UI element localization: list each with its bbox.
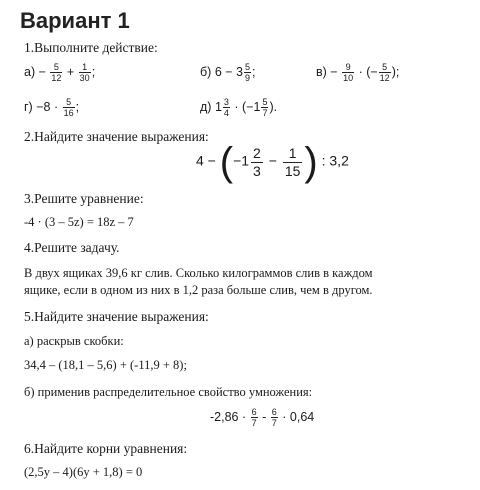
- task2-expression: 4 − (−1 $\frac{2}{3}$ − $\frac{1}{15}$ ) : 3,2: [196, 140, 349, 184]
- fraction: $\frac{6}{7}$: [251, 407, 257, 428]
- left-paren-icon: (: [219, 140, 234, 184]
- task5-expression-a: 34,4 – (18,1 – 5,6) + (-11,9 + 8);: [24, 358, 187, 372]
- task5-sub-a: а) раскрыв скобки:: [24, 334, 124, 348]
- task3-equation: -4 · (3 – 5z) = 18z – 7: [24, 215, 134, 229]
- fraction: $\frac{5}{12}$: [51, 62, 62, 83]
- fraction: $\frac{2}{3}$: [253, 144, 261, 179]
- fraction: $\frac{1}{15}$: [284, 144, 301, 179]
- task1-item-b: б) 6 − 3 $\frac{5}{9}$ ;: [200, 62, 256, 83]
- fraction: $\frac{5}{12}$: [379, 62, 390, 83]
- fraction: $\frac{3}{4}$: [223, 97, 229, 118]
- task6-heading: 6.Найдите корни уравнения:: [24, 441, 188, 456]
- fraction: $\frac{6}{7}$: [271, 407, 277, 428]
- right-paren-icon: ): [304, 140, 318, 184]
- task1-heading: 1.Выполните действие:: [24, 40, 158, 55]
- task5-expression-b: -2,86 · $\frac{6}{7}$ - $\frac{6}{7}$ · 0,64: [210, 407, 315, 428]
- fraction: $\frac{5}{16}$: [63, 97, 74, 118]
- fraction: $\frac{1}{30}$: [79, 62, 90, 83]
- task2-heading: 2.Найдите значение выражения:: [24, 129, 209, 144]
- task4-text-line2: ящике, если в одном из них в 1,2 раза больше слив, чем в другом.: [24, 283, 373, 297]
- fraction: $\frac{9}{10}$: [343, 62, 354, 83]
- fraction: $\frac{5}{9}$: [244, 62, 250, 83]
- task1-item-a: а) − $\frac{5}{12}$ + $\frac{1}{30}$ ;: [24, 62, 96, 83]
- task1-item-v: в) − $\frac{9}{10}$ · (− $\frac{5}{12}$ );: [316, 62, 400, 83]
- task3-heading: 3.Решите уравнение:: [24, 191, 144, 206]
- task5-sub-b: б) применив распределительное свойство умножения:: [24, 385, 313, 399]
- task5-heading: 5.Найдите значение выражения:: [24, 309, 209, 324]
- task4-text-line1: В двух ящиках 39,6 кг слив. Сколько килограммов слив в каждом: [24, 266, 373, 280]
- item-label: а): [24, 64, 36, 79]
- task4-heading: 4.Решите задачу.: [24, 240, 120, 255]
- fraction: $\frac{5}{7}$: [262, 97, 268, 118]
- task1-item-d: д) 1 $\frac{3}{4}$ · (−1 $\frac{5}{7}$ ).: [200, 97, 278, 118]
- task1-item-g: г) −8 · $\frac{5}{16}$ ;: [24, 97, 80, 118]
- page-title: Вариант 1: [20, 8, 130, 33]
- task6-equation: (2,5y – 4)(6y + 1,8) = 0: [24, 465, 143, 479]
